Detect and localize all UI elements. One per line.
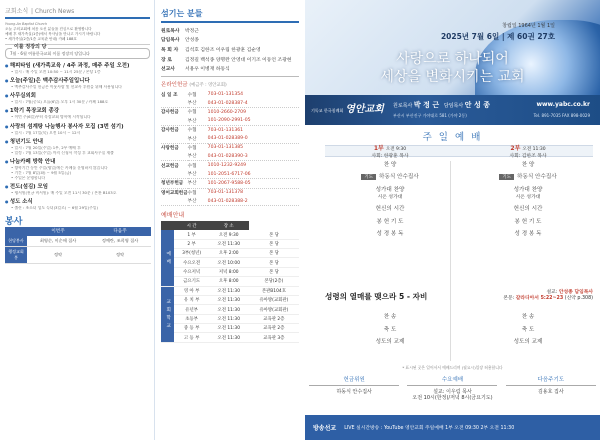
service-row	[325, 215, 593, 227]
serve-next: 정약	[89, 246, 151, 263]
group-label: 예 배	[161, 230, 174, 286]
news-item-detail: • 출산 : 조소녀 성도 득녀(3킬로) ~ 6월 29일(주일)	[11, 206, 98, 211]
table-cell: 본 당	[249, 239, 299, 248]
table-cell: 2 부	[174, 239, 208, 248]
bank-name: 수협	[187, 145, 197, 151]
intro-line: • 새가족실(2층/1층 교육관 안내) 카페 188호	[5, 36, 77, 41]
table-row	[161, 277, 299, 286]
website-link[interactable]: www.yabc.co.kr	[536, 101, 590, 108]
table-row	[161, 108, 299, 117]
minister-role: 담임목사	[161, 38, 180, 44]
table-cell: 3부(청년)	[174, 249, 208, 258]
serve-next: 정예란, 조희영 집사	[89, 236, 151, 247]
worship-times-title: 예배안내	[161, 212, 185, 220]
table-row	[161, 45, 299, 55]
table-cell: 교육관 2층	[249, 314, 299, 323]
account-name: 십 일 조	[161, 92, 178, 98]
intro-box	[5, 22, 150, 45]
table-cell: 교육관 2층	[249, 324, 299, 333]
table-row	[161, 286, 299, 295]
bank-name: 수협	[187, 163, 197, 169]
table-row	[161, 54, 299, 64]
divider	[161, 76, 299, 77]
service-note: * 표시된 곳은 일어서서 예배드리며 (필요시)입장 허용합니다	[402, 365, 503, 370]
table-row	[161, 35, 299, 45]
account-number: 043-01-028389-0	[208, 134, 299, 143]
table-cell: 본 당	[249, 258, 299, 267]
serve-this: 최영순, 이순애 집사	[27, 236, 89, 247]
account-number: 703-01-131378	[207, 190, 244, 196]
table-row	[161, 221, 299, 230]
table-cell: 오후 2:00	[209, 249, 249, 258]
news-item-detail: • 맥추감사주일 헌금은 이웃사랑 및 선교사 후원을 위해 사용됩니다	[11, 84, 122, 89]
account-number: 1010-1232-9249	[207, 163, 247, 169]
table-cell: 금요기도	[174, 277, 208, 286]
account-name: 청년부헌금	[161, 179, 188, 188]
table-row	[161, 170, 299, 179]
worship-times-table	[161, 221, 299, 343]
offering-table	[161, 90, 299, 206]
table-row	[161, 249, 299, 258]
service-row	[325, 182, 593, 202]
service-row	[325, 335, 593, 348]
service-item: 성 경 봉 독	[514, 231, 542, 238]
minister-names: 김정길 백석종 양명완 안영대 이기조 이동언 조광현	[185, 57, 292, 63]
table-cell: 오전 10:00	[209, 258, 249, 267]
list-item	[5, 183, 150, 196]
news-item-detail: • 일시 : 7월 20일(주일) 1부, 2부 예배 후	[11, 145, 81, 150]
account-name: 감사헌금	[161, 128, 179, 134]
service-item: 찬 송	[383, 314, 397, 321]
team-value: 하동식 안수집사	[336, 389, 372, 395]
team-heading: 수요예배	[407, 375, 497, 386]
prayer-tag: 기도	[499, 174, 514, 180]
account-number: 1010-2660-2709	[207, 109, 247, 115]
list-item	[5, 92, 150, 105]
table-cell: 오전 11:30	[209, 286, 249, 295]
account-number: 703-01-131354	[207, 92, 244, 98]
sermon-ref: 설교: 안성종 담임목사 본문: 갈라디아서 5:22~23 (신약 p.308)	[503, 290, 593, 302]
minister-names: 박정근	[185, 28, 199, 34]
broadcast-bar	[305, 415, 600, 440]
service-cell	[463, 185, 593, 200]
table-cell: 중 등 부	[174, 324, 208, 333]
service-sub: 시온 성가대	[515, 194, 541, 200]
news-item-detail: • 평서원(천궁 비서원): 매 주일 오전 11시 30분 / 본관 B103호	[11, 190, 117, 195]
service-cell	[325, 204, 455, 212]
table-cell: 본관B104호	[249, 286, 299, 295]
bank-name: 부산	[188, 134, 208, 143]
service-item: 봉 헌 기 도	[376, 218, 404, 225]
prayer-box	[5, 43, 150, 59]
news-item-detail: • 일시 : 매 주일 오전 10:50 ~ 11시 25분 / 본당 1층	[11, 69, 101, 74]
bank-name: 수협	[187, 128, 197, 134]
account-name: 선교헌금	[161, 163, 179, 169]
service-item: 성가대 찬양	[513, 186, 543, 193]
service-item: 하동식 안수집사	[379, 173, 419, 180]
team-value: 오전 10시(한정)/저녁 8시(금요기도)	[412, 395, 493, 402]
bank-name: 부산	[188, 179, 208, 188]
news-item-detail: • 이번 주(6일)부터 목장교회 방학에 시작됩니다	[11, 115, 91, 120]
news-item-detail: • 일정 : 7월 13일(주일) 까지 신청서 작성 후 교회사무실 제출	[11, 150, 114, 155]
table-cell: 오전 11:30	[209, 239, 249, 248]
service-item: 봉 헌 기 도	[514, 218, 542, 225]
ministers-table	[161, 26, 299, 74]
list-item	[5, 158, 150, 180]
table-cell: 1 부	[174, 230, 208, 239]
service-cell	[325, 172, 455, 180]
pastor-info: 원로목사 박 정 근 담임목사 안 성 종	[393, 101, 490, 109]
ministers-title: 섬기는 분들	[161, 9, 203, 18]
prayer-tag: 기도	[361, 174, 376, 180]
table-header: 장 소	[209, 221, 249, 230]
service-item: 찬 양	[383, 161, 397, 168]
news-item-detail: • 일시 : 7월 17일(목) 오전 10시 ~ 12시	[11, 130, 81, 135]
address: 부산시 부산진구 가야대로 581 (가야 2동)	[393, 113, 467, 118]
table-row	[5, 236, 151, 247]
service-title: 주 일 예 배	[422, 132, 483, 143]
news-item-title: ● 성도 소식	[5, 198, 150, 206]
service-cell	[325, 229, 455, 237]
table-row	[161, 314, 299, 323]
table-cell: 본 당	[249, 249, 299, 258]
account-name	[161, 170, 188, 179]
news-item-detail: • 기간 : 7월 8일(화) ~ 9월 5일(금)	[11, 170, 72, 175]
table-row	[161, 258, 299, 267]
account-number: 043-01-028388-2	[208, 197, 299, 206]
bank-name: 수협	[187, 190, 197, 196]
divider	[161, 21, 299, 23]
service-cell	[463, 172, 593, 180]
table-row	[161, 99, 299, 108]
table-row	[161, 152, 299, 161]
minister-role: 장 로	[161, 57, 172, 63]
service-row	[325, 157, 593, 169]
service-item: 성도의 교제	[513, 339, 543, 346]
service-cell	[463, 229, 593, 237]
bank-name: 부산	[188, 170, 208, 179]
team-list	[305, 375, 600, 402]
list-item	[5, 62, 150, 75]
service-item: 성도의 교제	[375, 339, 405, 346]
table-row	[5, 246, 151, 263]
account-name	[161, 134, 188, 143]
table-row	[161, 295, 299, 304]
minister-role: 선교사	[161, 67, 175, 73]
news-list	[5, 62, 150, 212]
bank-name: 부산	[188, 117, 208, 126]
table-row	[161, 161, 299, 170]
team-value: 설교: 이우림 목사	[433, 389, 472, 395]
table-row	[161, 333, 299, 342]
broadcast-text[interactable]: LIVE 실시간방송 : YouTube 영안교회 주일예배 1부 오전 09:30 2부 오전 11:30	[344, 426, 515, 431]
offering-title: 온라인헌금 (예금주 : 영안교회)	[161, 82, 227, 89]
intro-line: 예배 후 새가족실(1층)에서 목사님을 만나고 가시기 바랍니다	[5, 31, 101, 36]
account-number: 101-2090-2991-05	[208, 117, 299, 126]
table-row	[161, 26, 299, 36]
sermon	[325, 290, 593, 302]
established-date: 창립일 1964년 1월 1일	[502, 23, 555, 29]
bank-name: 수협	[187, 92, 197, 98]
account-name	[161, 197, 188, 206]
table-cell: 유년부	[174, 305, 208, 314]
team-column	[407, 375, 497, 402]
news-item-title: ● 1학기 목장교회 종강	[5, 107, 150, 115]
account-number: 101-2051-6717-06	[208, 170, 299, 179]
list-item	[5, 123, 150, 136]
bank-name: 부산	[188, 197, 208, 206]
service-item: 찬 양	[521, 161, 535, 168]
service-item: 헌신의 시간	[513, 206, 543, 213]
table-row	[161, 188, 299, 197]
table-cell: 오전 11:30	[209, 324, 249, 333]
intro-verse: Young-An Baptist Church	[5, 21, 48, 26]
broadcast-title: 방송선교	[313, 425, 337, 432]
service-item: 찬 송	[521, 314, 535, 321]
service-row	[325, 310, 593, 323]
serve-this: 정약	[27, 246, 89, 263]
account-number: 043-01-028387-4	[208, 99, 299, 108]
news-item-detail: • 방학기간 동안 주일(평일)에는 카페를 운영하지 않습니다	[11, 166, 108, 171]
service-grid	[325, 145, 593, 239]
service-item: 성가대 찬양	[375, 186, 405, 193]
account-number: 043-01-028390-3	[208, 152, 299, 161]
table-cell: 오전 11:30	[209, 333, 249, 342]
service-cell	[325, 185, 455, 200]
service-row	[325, 170, 593, 182]
cover-column	[305, 0, 600, 440]
list-item	[5, 107, 150, 120]
table-row	[161, 134, 299, 143]
minister-role: 목 회 자	[161, 47, 179, 53]
minister-role: 원로목사	[161, 28, 180, 34]
table-cell: 저녁 8:00	[209, 267, 249, 276]
news-column	[0, 0, 155, 440]
table-row	[161, 90, 299, 98]
slogan: 사랑으로 하나되어 세상을 변화시키는 교회	[380, 51, 525, 85]
table-row	[161, 125, 299, 134]
table-cell: 오전 11:30	[209, 305, 249, 314]
bank-name: 부산	[188, 99, 208, 108]
table-row	[161, 324, 299, 333]
table-cell: 오후 8:00	[209, 277, 249, 286]
service-cell	[325, 160, 455, 168]
news-item-detail: • 주일은 운영합니다	[11, 175, 45, 180]
bank-name: 수협	[187, 110, 197, 116]
service-item: 축 도	[383, 326, 397, 333]
table-cell: 유 치 부	[174, 295, 208, 304]
service-cell	[463, 204, 593, 212]
table-row	[161, 197, 299, 206]
table-row	[161, 64, 299, 74]
service-row	[325, 227, 593, 239]
minister-names: 안성종	[185, 38, 199, 44]
account-number: 703-01-131385	[207, 145, 244, 151]
list-item	[5, 138, 150, 156]
service-cell	[463, 160, 593, 168]
table-cell: 본당(2층)	[249, 277, 299, 286]
table-row	[161, 267, 299, 276]
table-cell: 수요저녁	[174, 267, 208, 276]
serve-title: 봉사	[5, 216, 23, 227]
news-item-title: ● 사무실외회	[5, 92, 150, 100]
table-cell: 고 등 부	[174, 333, 208, 342]
table-row	[161, 239, 299, 248]
table-cell: 유아방(교회관)	[249, 295, 299, 304]
prayer-text: 7월 - 6월 여름한국교회 이룸 정장의 당입니다	[10, 50, 90, 56]
team-heading: 헌금위원	[309, 375, 399, 386]
info-column	[157, 0, 303, 440]
service-cell	[325, 217, 455, 225]
minister-names: 김석호 김한조 이우림 한광훈 김순영	[185, 47, 261, 53]
table-cell: 오전 11:30	[209, 314, 249, 323]
news-item-title: ● 전도(섬김) 모임	[5, 183, 150, 191]
serve-role: 행정교회봉	[5, 246, 27, 263]
serve-role: 헌당봉사	[5, 236, 27, 247]
account-name: 사랑헌금	[161, 145, 179, 151]
team-column	[506, 375, 596, 402]
table-cell: 영 아 부	[174, 286, 208, 295]
service-item: 헌신의 시간	[375, 206, 405, 213]
bank-name: 부산	[188, 152, 208, 161]
account-name: 영어교회헌금	[161, 190, 188, 196]
table-row	[161, 117, 299, 126]
service-row	[325, 323, 593, 336]
team-heading: 다음주기도	[506, 375, 596, 386]
service-row	[325, 202, 593, 214]
table-cell: 유아방(교회관)	[249, 305, 299, 314]
news-item-detail: • 일시 : 7월(중요) 오늘(6일) 오후 1시 30분 / 카페 188호	[11, 100, 109, 105]
service-grid-2	[325, 310, 593, 348]
service-item: 성 경 봉 독	[376, 231, 404, 238]
team-value: 김용호 집사	[537, 389, 564, 395]
table-cell: 교육관 3층	[249, 333, 299, 342]
service-cell	[463, 217, 593, 225]
divider	[5, 17, 150, 19]
telephone: Tel. 891-7035 FAX 898-0029	[533, 113, 590, 118]
serve-header: 다음주	[89, 227, 151, 236]
minister-names: 서용우 이병재 하동식	[185, 67, 230, 73]
table-row	[161, 179, 299, 188]
account-number: 101-2067-9588-05	[208, 179, 299, 188]
table-header: 시 간	[174, 221, 208, 230]
news-item-title: ● 해피타임 (새가족교육 / 4주 과정, 매주 주일 오전)	[5, 62, 150, 70]
list-item	[5, 77, 150, 90]
serve-header: 이번주	[27, 227, 89, 236]
service-item: 하동식 안수집사	[517, 173, 557, 180]
service-item: 축 도	[521, 326, 535, 333]
serve-table	[5, 227, 151, 264]
church-logo: 기독교 한국침례회 영안교회	[311, 104, 384, 115]
news-item-title: ● 오늘(주일)은 맥추감사주일입니다	[5, 77, 150, 85]
list-item	[5, 198, 150, 211]
hero-banner	[305, 0, 600, 125]
table-cell: 수요오전	[174, 258, 208, 267]
serve-header	[5, 227, 27, 236]
table-row	[161, 230, 299, 239]
prayer-title: 이룰 정장의 당	[14, 43, 47, 50]
account-name: 감사헌금	[161, 110, 179, 116]
table-row	[161, 305, 299, 314]
account-name	[161, 99, 188, 108]
table-row	[161, 143, 299, 152]
account-name	[161, 152, 188, 161]
group-label: 교 회 학 교	[161, 286, 174, 342]
team-column	[309, 375, 399, 402]
news-item-title: ● 사랑의 섬계탕 나눔행사 봉사자 모집 (3번 섬기)	[5, 123, 150, 131]
service-header-row: 1부 오전 9:30 사회: 한광훈 목사 2부 오전 11:30 사회: 김한조 목사	[325, 145, 593, 157]
account-number: 703-01-131361	[207, 127, 244, 133]
intro-line: 오늘 주의교회에 처음 오신 분들을 진심으로 환영합니다	[5, 26, 92, 31]
news-title: 교회소식 | Church News	[5, 8, 75, 15]
table-header	[161, 221, 174, 230]
table-cell: 오전 11:30	[209, 295, 249, 304]
news-item-title: ● 청년기도 안내	[5, 138, 150, 146]
table-cell: 본 당	[249, 230, 299, 239]
table-cell: 오전 9:30	[209, 230, 249, 239]
sermon-title: 성령의 열매를 맺으라 5 - 자비	[325, 291, 428, 301]
table-cell: 본 당	[249, 267, 299, 276]
news-item-title: ● 나눔카페 방학 안내	[5, 158, 150, 166]
issue-date: 2025년 7월 6일 | 제 60권 27호	[440, 32, 555, 41]
worship-order	[305, 125, 600, 415]
account-name	[161, 117, 188, 126]
service-sub: 시온 성가대	[377, 194, 403, 200]
table-cell: 초등부	[174, 314, 208, 323]
